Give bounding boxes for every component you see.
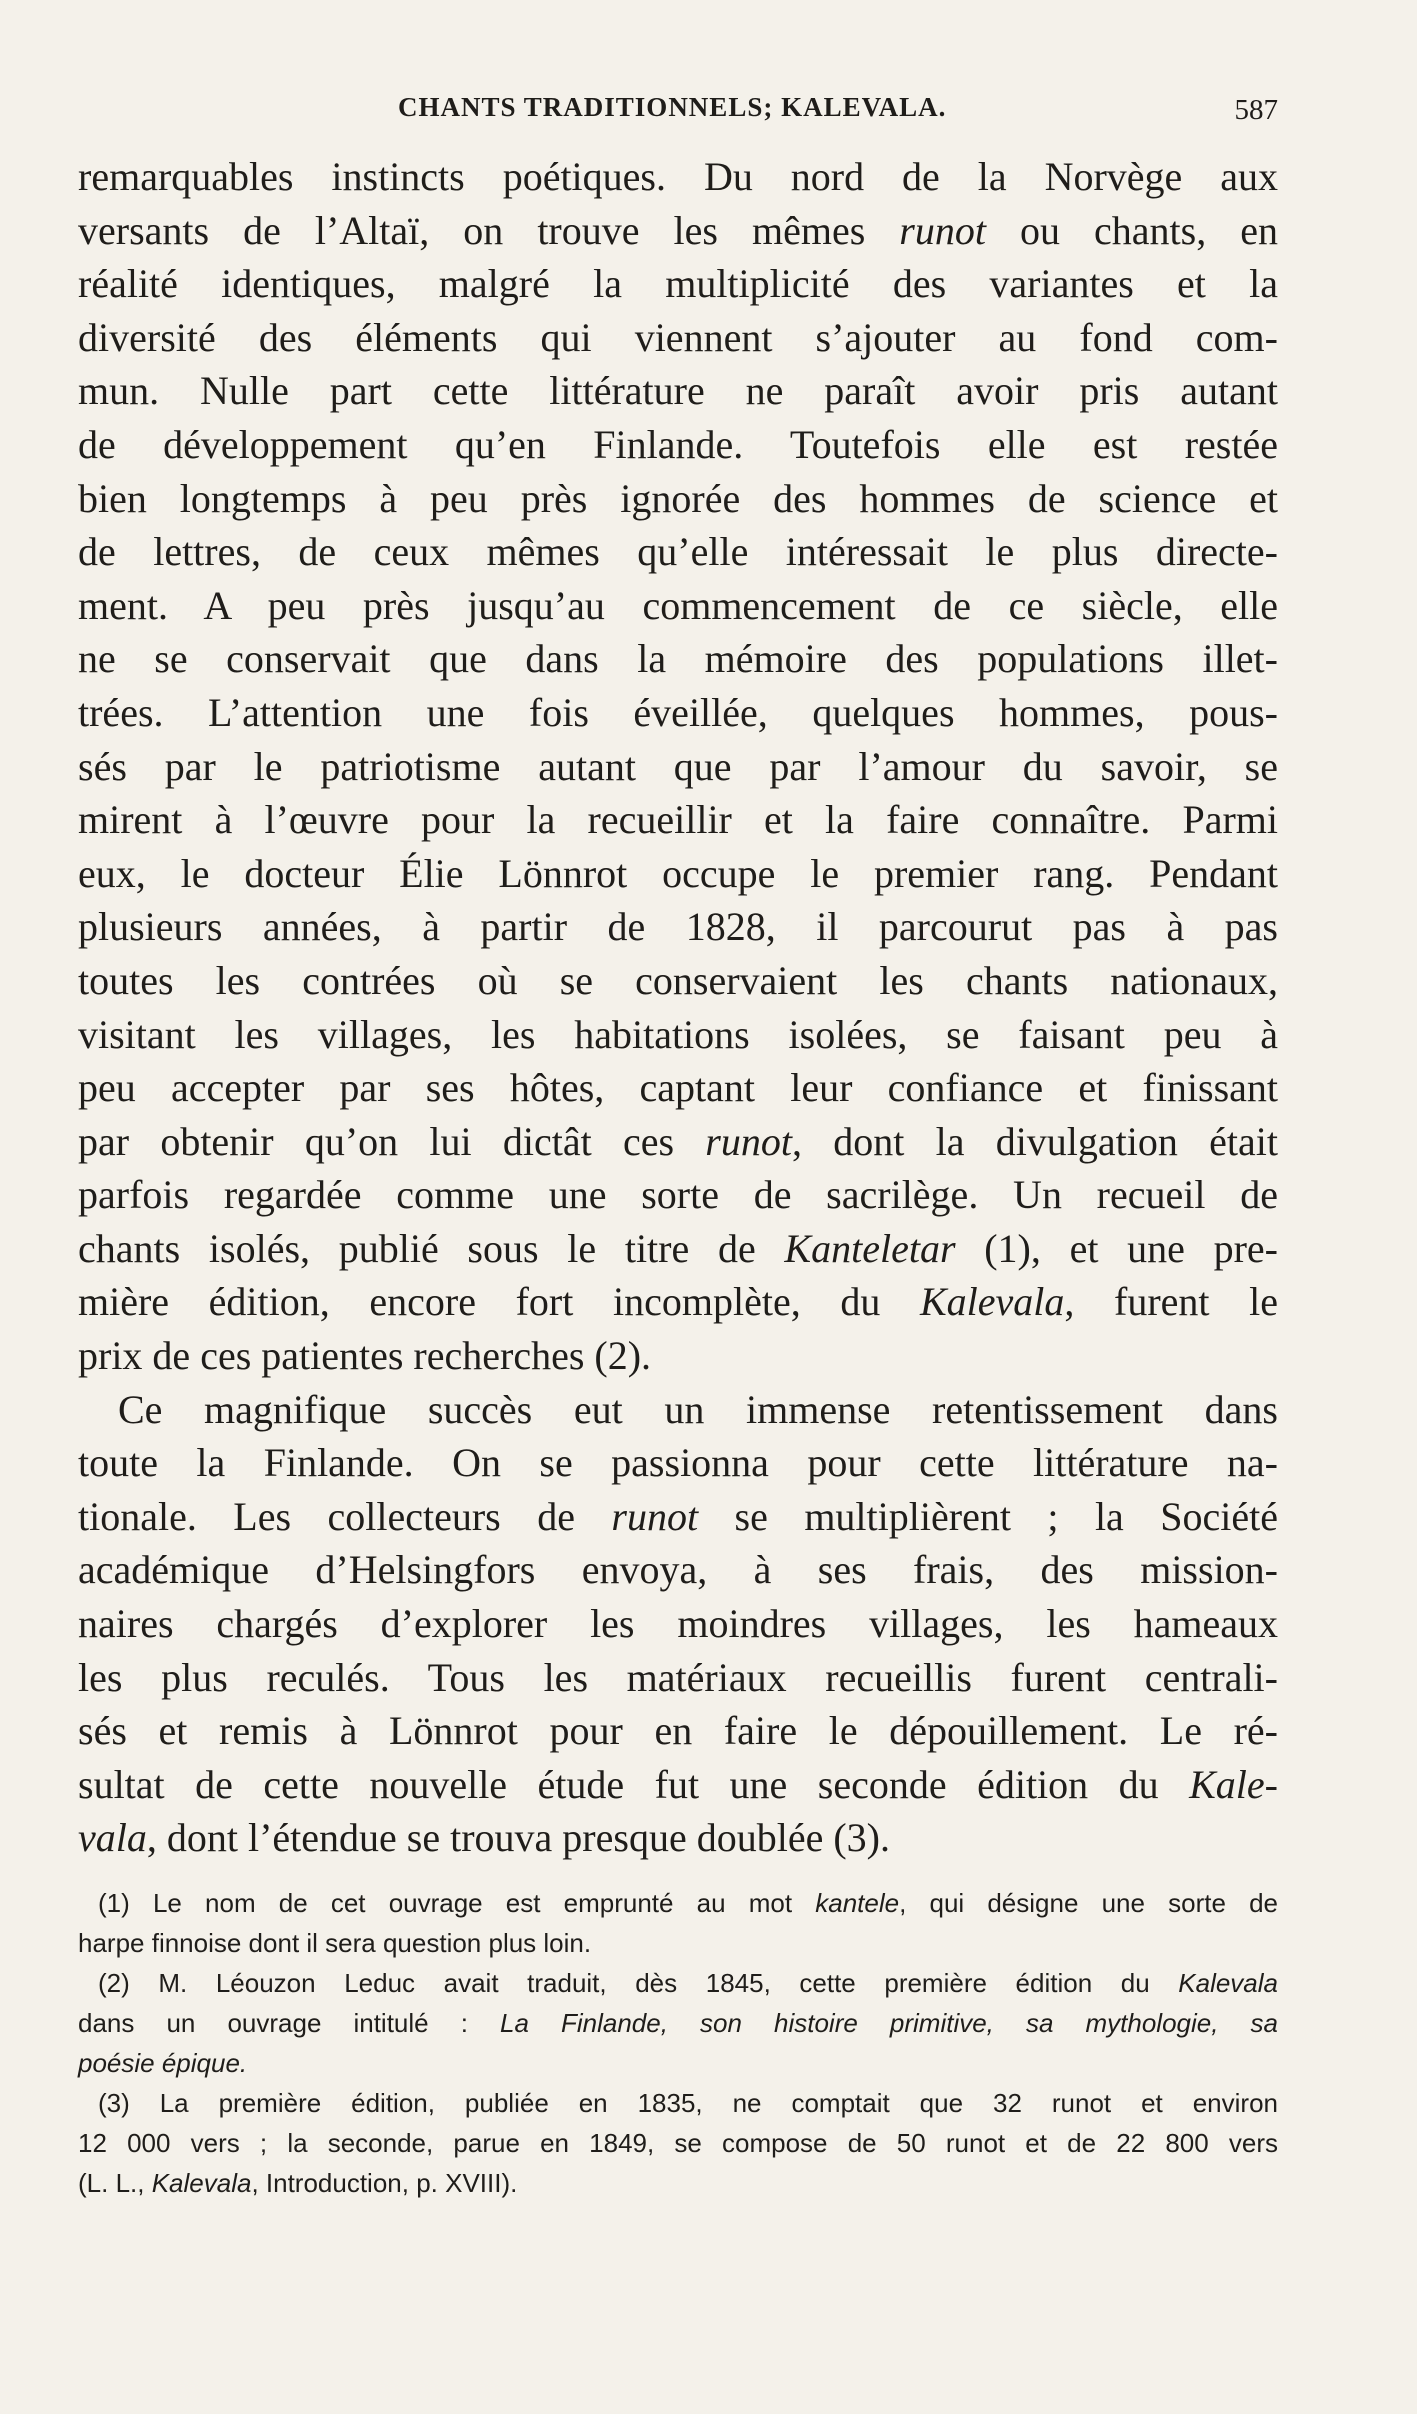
text-line: remarquables instincts poétiques. Du nord de la Norvège aux [78,154,1278,199]
italic-term: runot [899,207,986,253]
footnote-line [78,2003,1278,2043]
main-text [78,150,1278,1865]
running-title: CHANTS TRADITIONNELS; KALEVALA. [398,92,947,122]
page-number: 587 [1234,94,1278,126]
text-line: sés par le patriotisme autant que par l’amour du savoir, se [78,743,1278,789]
text-span: mière édition, encore fort incomplète, du [78,1279,920,1325]
text-line: Ce magnifique succès eut un immense retentissement dans [118,1386,1278,1432]
italic-term: runot [705,1118,792,1164]
footnote-line [78,2043,1278,2083]
text-span: chants isolés, publié sous le titre de [78,1225,785,1271]
text-line: ne se conservait que dans la mémoire des populations illet- [78,636,1278,682]
footnote-line [78,1883,1278,1923]
text-line: de lettres, de ceux mêmes qu’elle intéressait le plus directe- [78,529,1278,575]
footnote-line: harpe finnoise dont il sera question plus loin. [78,1928,592,1958]
text-span: , dont l’étendue se trouva presque doublée (3). [146,1815,890,1861]
text-line: réalité identiques, malgré la multiplicité des variantes et la [78,261,1278,307]
text-span: dans un ouvrage intitulé : [78,2008,500,2038]
text-line [78,1758,1278,1812]
italic-term: runot [611,1493,699,1539]
text-span: tionale. Les collecteurs de [78,1493,612,1539]
text-span: ou chants, en [985,207,1278,253]
text-span: (L. L., [78,2168,152,2198]
footnotes [78,1883,1278,2203]
text-span: se multiplièrent ; la Société [698,1493,1278,1539]
italic-term: Kalevala [1178,1968,1278,1998]
italic-term: kantele [815,1888,900,1918]
italic-term: Kanteletar [784,1225,956,1271]
text-line: naires chargés d’explorer les moindres villages, les hameaux [78,1601,1278,1647]
text-line: toutes les contrées où se conservaient les chants nationaux, [78,957,1278,1003]
text-line: de développement qu’en Finlande. Toutefois elle est restée [78,421,1278,467]
text-span: (1), et une pre- [955,1225,1279,1271]
text-line [78,1222,1278,1276]
text-line: sés et remis à Lönnrot pour en faire le dépouillement. Le ré- [78,1708,1278,1754]
text-span: (1) Le nom de cet ouvrage est emprunté au mot [98,1888,816,1918]
text-line: diversité des éléments qui viennent s’ajouter au fond com- [78,314,1278,360]
text-span: , Introduction, p. XVIII). [251,2168,518,2198]
text-line [78,1275,1278,1329]
text-span: , qui désigne une sorte de [899,1888,1279,1918]
text-span: versants de l’Altaï, on trouve les mêmes [78,207,900,253]
text-line: parfois regardée comme une sorte de sacrilège. Un recueil de [78,1172,1278,1218]
text-line: ment. A peu près jusqu’au commencement de ce siècle, elle [78,582,1278,628]
text-line: académique d’Helsingfors envoya, à ses frais, des mission- [78,1547,1278,1593]
text-line: prix de ces patientes recherches (2). [78,1333,652,1379]
text-line: trées. L’attention une fois éveillée, quelques hommes, pous- [78,689,1278,735]
text-line: mun. Nulle part cette littérature ne paraît avoir pris autant [78,368,1278,414]
italic-term: Kale- [1189,1761,1278,1807]
text-span: par obtenir qu’on lui dictât ces [78,1118,706,1164]
footnote-line: (3) La première édition, publiée en 1835, ne comptait que 32 runot et environ [98,2088,1278,2118]
text-line: bien longtemps à peu près ignorée des hommes de science et [78,475,1278,521]
text-line: peu accepter par ses hôtes, captant leur confiance et finissant [78,1065,1278,1111]
footnote-line [78,2163,1278,2203]
text-line: visitant les villages, les habitations isolées, se faisant peu à [78,1011,1278,1057]
footnote-line: 12 000 vers ; la seconde, parue en 1849, se compose de 50 runot et de 22 800 vers [78,2128,1278,2158]
text-span: , dont la divulgation était [791,1118,1278,1164]
italic-term: Kalevala [151,2168,252,2198]
footnote-line [78,1963,1278,2003]
page-header [78,92,1278,132]
italic-term: La Finlande, son histoire primitive, sa mythologie, sa [500,2008,1278,2038]
text-line: mirent à l’œuvre pour la recueillir et la faire connaître. Parmi [78,797,1278,843]
text-line [78,204,1278,258]
text-line [78,1490,1278,1544]
text-span: (2) M. Léouzon Leduc avait traduit, dès 1845, cette première édition du [98,1968,1179,1998]
text-span: , furent le [1064,1279,1278,1325]
text-line [78,1811,1278,1865]
text-line: eux, le docteur Élie Lönnrot occupe le premier rang. Pendant [78,850,1278,896]
text-line: toute la Finlande. On se passionna pour cette littérature na- [78,1440,1278,1486]
italic-term: vala [78,1815,147,1861]
text-line [78,1115,1278,1169]
text-span: sultat de cette nouvelle étude fut une seconde édition du [78,1761,1190,1807]
text-line: les plus reculés. Tous les matériaux recueillis furent centrali- [78,1654,1278,1700]
italic-term: Kalevala [919,1279,1065,1325]
italic-term: poésie épique. [78,2048,248,2078]
text-line: plusieurs années, à partir de 1828, il parcourut pas à pas [78,904,1278,950]
page [78,0,1278,2414]
